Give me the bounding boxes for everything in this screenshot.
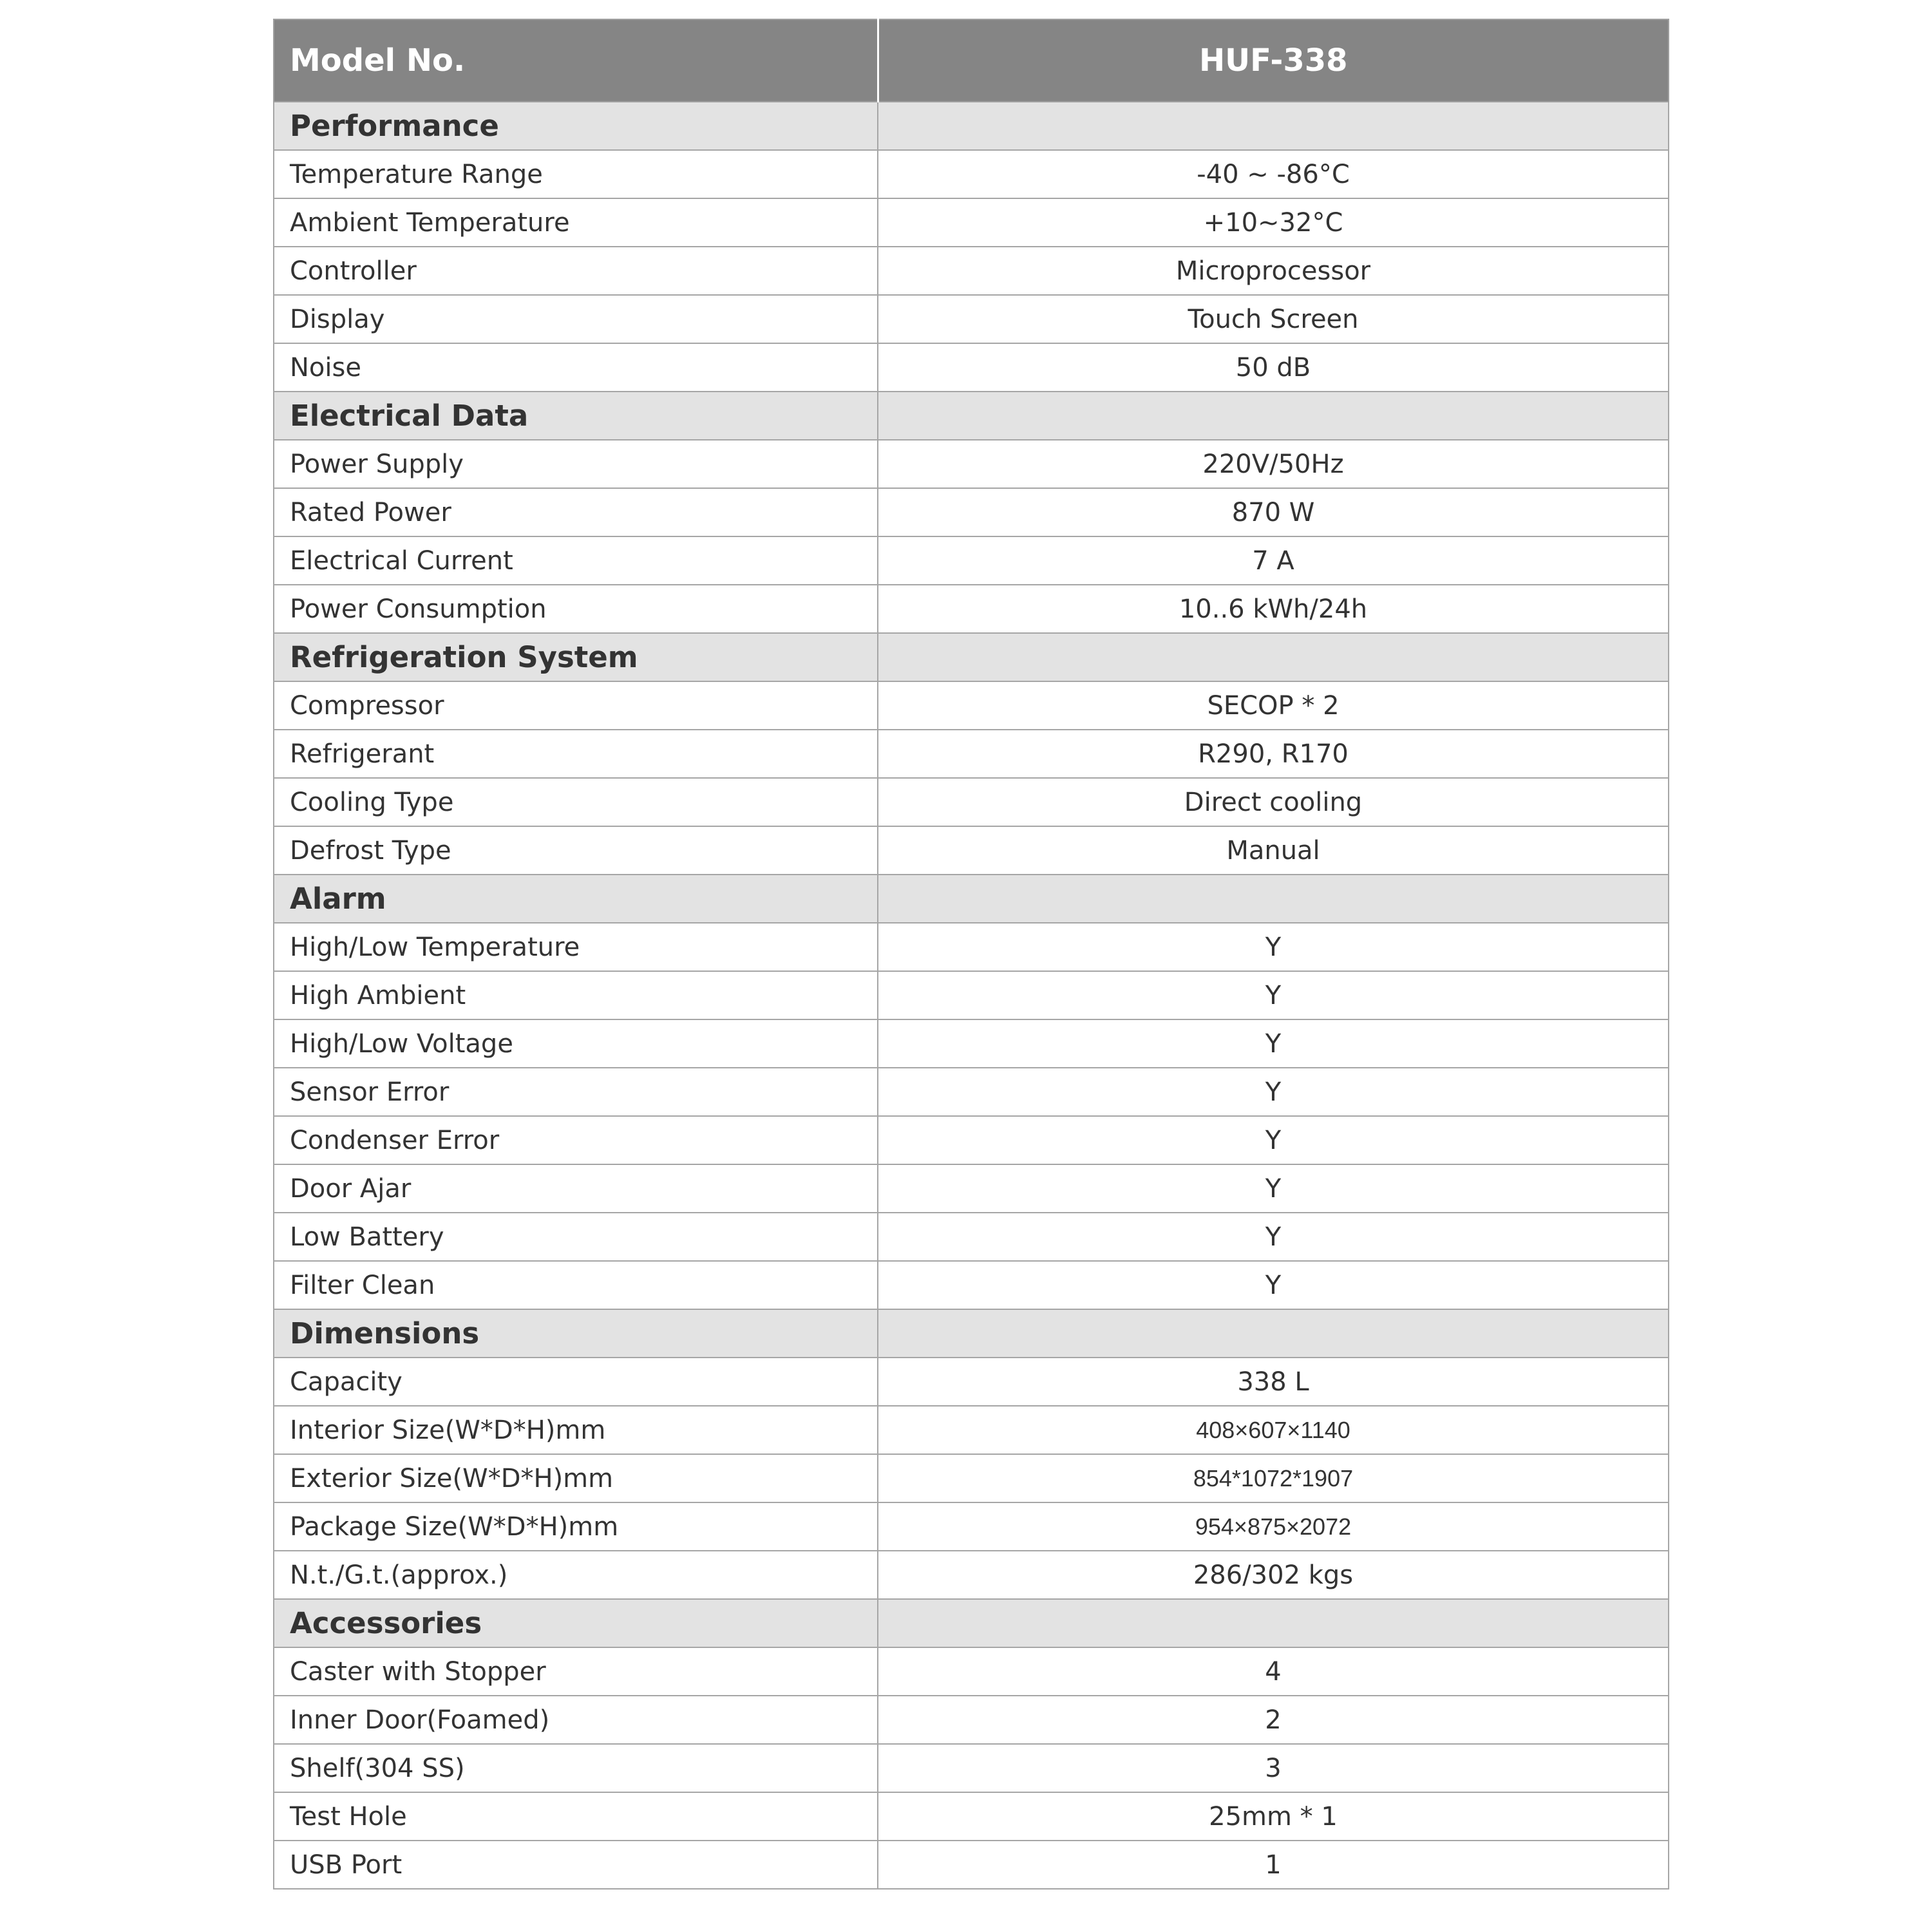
row-value: 7 A <box>878 536 1669 585</box>
table-row <box>274 681 1669 730</box>
row-label: Test Hole <box>274 1792 878 1841</box>
table-row <box>274 826 1669 875</box>
row-label: N.t./G.t.(approx.) <box>274 1551 878 1599</box>
table-row <box>274 1696 1669 1744</box>
row-label: Condenser Error <box>274 1116 878 1164</box>
section-header <box>274 875 1669 923</box>
row-value: 10..6 kWh/24h <box>878 585 1669 633</box>
section-header <box>274 633 1669 681</box>
section-title: Performance <box>274 102 878 150</box>
section-blank <box>878 102 1669 150</box>
table-row <box>274 488 1669 536</box>
section-header <box>274 392 1669 440</box>
table-row <box>274 150 1669 198</box>
table-row <box>274 1116 1669 1164</box>
row-value: +10~32°C <box>878 198 1669 247</box>
section-blank <box>878 633 1669 681</box>
section-blank <box>878 1309 1669 1358</box>
section-header <box>274 1309 1669 1358</box>
row-label: Inner Door(Foamed) <box>274 1696 878 1744</box>
row-label: USB Port <box>274 1841 878 1889</box>
row-value: R290, R170 <box>878 730 1669 778</box>
row-label: Cooling Type <box>274 778 878 826</box>
row-label: Package Size(W*D*H)mm <box>274 1502 878 1551</box>
row-value: Y <box>878 971 1669 1019</box>
table-row <box>274 585 1669 633</box>
row-value: 338 L <box>878 1358 1669 1406</box>
row-label: Sensor Error <box>274 1068 878 1116</box>
row-label: High/Low Voltage <box>274 1019 878 1068</box>
row-value: 286/302 kgs <box>878 1551 1669 1599</box>
row-value: Y <box>878 1068 1669 1116</box>
table-row <box>274 971 1669 1019</box>
row-value: Touch Screen <box>878 295 1669 343</box>
row-label: Temperature Range <box>274 150 878 198</box>
section-title: Dimensions <box>274 1309 878 1358</box>
table-row <box>274 1744 1669 1792</box>
table-row <box>274 1792 1669 1841</box>
table-row <box>274 1647 1669 1696</box>
section-header <box>274 1599 1669 1647</box>
row-label: Display <box>274 295 878 343</box>
section-title: Accessories <box>274 1599 878 1647</box>
row-value: Y <box>878 1116 1669 1164</box>
row-value: Microprocessor <box>878 247 1669 295</box>
row-label: Electrical Current <box>274 536 878 585</box>
row-label: Shelf(304 SS) <box>274 1744 878 1792</box>
row-value: Y <box>878 1213 1669 1261</box>
section-blank <box>878 392 1669 440</box>
row-value: Y <box>878 1164 1669 1213</box>
row-label: Rated Power <box>274 488 878 536</box>
header-row <box>274 19 1669 102</box>
section-blank <box>878 875 1669 923</box>
table-row <box>274 247 1669 295</box>
row-label: Door Ajar <box>274 1164 878 1213</box>
table-row <box>274 1358 1669 1406</box>
row-label: Controller <box>274 247 878 295</box>
table-row <box>274 1068 1669 1116</box>
row-label: Filter Clean <box>274 1261 878 1309</box>
model-no-label: Model No. <box>274 19 878 102</box>
table-row <box>274 1019 1669 1068</box>
row-value: 408×607×1140 <box>878 1406 1669 1454</box>
row-label: Refrigerant <box>274 730 878 778</box>
row-value: 854*1072*1907 <box>878 1454 1669 1502</box>
row-value: 2 <box>878 1696 1669 1744</box>
row-value: Manual <box>878 826 1669 875</box>
row-value: 1 <box>878 1841 1669 1889</box>
table-row <box>274 1502 1669 1551</box>
row-value: Y <box>878 1019 1669 1068</box>
spec-table <box>273 19 1669 1889</box>
row-value: 220V/50Hz <box>878 440 1669 488</box>
table-row <box>274 923 1669 971</box>
row-label: Exterior Size(W*D*H)mm <box>274 1454 878 1502</box>
row-value: 3 <box>878 1744 1669 1792</box>
row-value: Y <box>878 923 1669 971</box>
row-label: Compressor <box>274 681 878 730</box>
section-blank <box>878 1599 1669 1647</box>
row-label: Power Supply <box>274 440 878 488</box>
row-label: Interior Size(W*D*H)mm <box>274 1406 878 1454</box>
row-value: 50 dB <box>878 343 1669 392</box>
table-row <box>274 440 1669 488</box>
row-label: Noise <box>274 343 878 392</box>
row-value: -40 ~ -86°C <box>878 150 1669 198</box>
table-row <box>274 1261 1669 1309</box>
row-value: 870 W <box>878 488 1669 536</box>
row-value: 954×875×2072 <box>878 1502 1669 1551</box>
row-label: Power Consumption <box>274 585 878 633</box>
row-label: Defrost Type <box>274 826 878 875</box>
table-row <box>274 730 1669 778</box>
row-value: 4 <box>878 1647 1669 1696</box>
model-value: HUF-338 <box>878 19 1669 102</box>
table-row <box>274 198 1669 247</box>
table-row <box>274 536 1669 585</box>
table-row <box>274 778 1669 826</box>
row-value: 25mm * 1 <box>878 1792 1669 1841</box>
table-row <box>274 1406 1669 1454</box>
section-title: Alarm <box>274 875 878 923</box>
row-label: Capacity <box>274 1358 878 1406</box>
row-value: Direct cooling <box>878 778 1669 826</box>
section-title: Refrigeration System <box>274 633 878 681</box>
section-header <box>274 102 1669 150</box>
table-row <box>274 1551 1669 1599</box>
row-value: SECOP * 2 <box>878 681 1669 730</box>
table-row <box>274 1454 1669 1502</box>
table-row <box>274 343 1669 392</box>
row-label: High Ambient <box>274 971 878 1019</box>
section-title: Electrical Data <box>274 392 878 440</box>
row-value: Y <box>878 1261 1669 1309</box>
table-row <box>274 1841 1669 1889</box>
table-row <box>274 1213 1669 1261</box>
row-label: Low Battery <box>274 1213 878 1261</box>
table-row <box>274 1164 1669 1213</box>
row-label: Ambient Temperature <box>274 198 878 247</box>
table-row <box>274 295 1669 343</box>
row-label: High/Low Temperature <box>274 923 878 971</box>
row-label: Caster with Stopper <box>274 1647 878 1696</box>
